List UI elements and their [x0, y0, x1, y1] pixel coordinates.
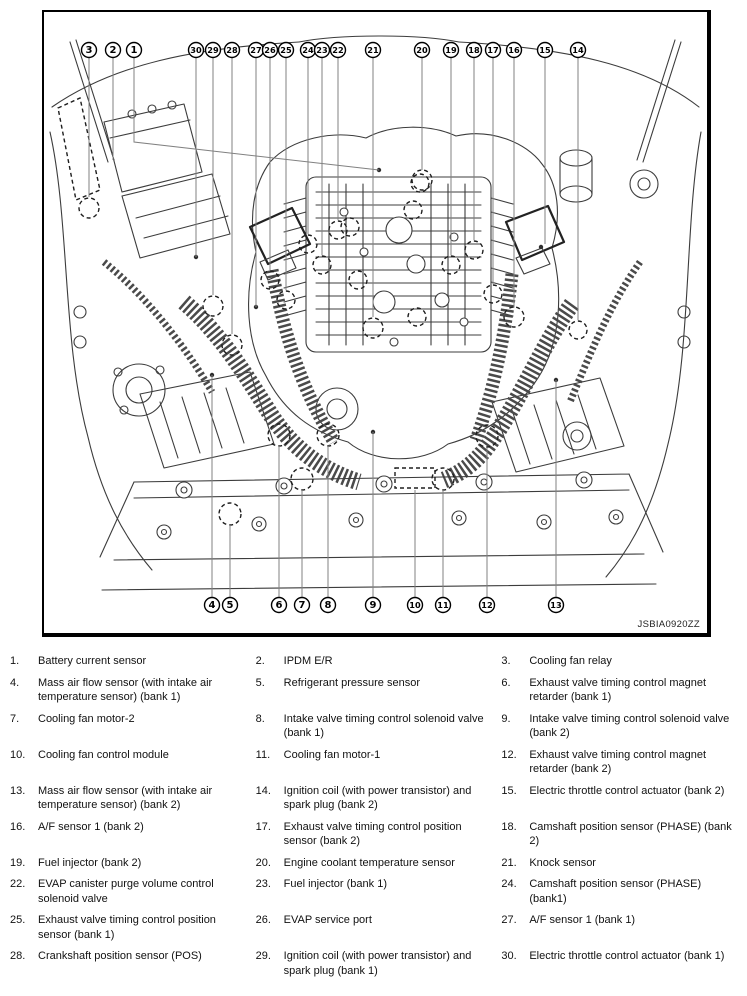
callout-27 [249, 43, 264, 58]
legend-item-number: 21. [501, 856, 517, 869]
svg-text:15: 15 [539, 45, 551, 56]
legend-item-text: Cooling fan relay [529, 655, 612, 667]
callout-5 [223, 598, 238, 613]
legend-item [10, 820, 248, 849]
legend-item [256, 748, 494, 777]
callout-26 [263, 43, 278, 58]
callout-11 [436, 598, 451, 613]
component-location-marker [569, 321, 587, 339]
svg-text:3: 3 [85, 45, 93, 57]
legend-item-text: Intake valve timing control solenoid valve (bank 2) [529, 712, 730, 740]
component-location-marker [484, 285, 502, 303]
svg-text:18: 18 [468, 45, 480, 56]
legend-item [501, 949, 739, 978]
svg-text:4: 4 [208, 600, 216, 612]
callout-13 [549, 598, 564, 613]
legend-item-text: Mass air flow sensor (with intake air temperature sensor) (bank 2) [38, 784, 213, 812]
legend-item [501, 784, 739, 813]
legend-item-text: EVAP canister purge volume control solenoid valve [38, 878, 214, 905]
legend-item-text: Cooling fan motor-1 [283, 748, 381, 761]
legend-item-text: Exhaust valve timing control position sensor (bank 1) [38, 914, 216, 941]
svg-text:17: 17 [487, 45, 499, 56]
callout-1 [127, 43, 142, 58]
callout-23 [315, 43, 330, 58]
callout-6 [272, 598, 287, 613]
legend-item-number: 5. [255, 676, 265, 689]
legend-item-text: Intake valve timing control solenoid valve (bank 1) [283, 712, 484, 740]
svg-text:23: 23 [316, 45, 328, 56]
svg-text:19: 19 [445, 45, 457, 56]
callout-3 [82, 43, 97, 58]
legend-item-number: 30. [501, 950, 517, 963]
legend-item [501, 676, 739, 705]
legend-item [501, 820, 739, 849]
svg-text:10: 10 [409, 600, 421, 611]
legend-item [501, 654, 739, 669]
legend-item [256, 820, 494, 849]
legend-item [501, 748, 739, 777]
callout-9 [366, 598, 381, 613]
legend-item-number: 14. [255, 784, 271, 797]
svg-text:11: 11 [437, 600, 449, 611]
legend-item-number: 12. [501, 748, 517, 761]
legend-item [10, 748, 248, 777]
svg-text:9: 9 [369, 600, 377, 612]
legend-item-number: 20. [255, 856, 271, 869]
legend-item [256, 654, 494, 669]
legend-item-text: Mass air flow sensor (with intake air temperature sensor) (bank 1) [38, 676, 213, 704]
legend-item-text: Fuel injector (bank 1) [283, 878, 387, 891]
component-location-marker [341, 218, 359, 236]
component-location-marker [329, 221, 347, 239]
legend-item [256, 949, 494, 978]
callout-17 [486, 43, 501, 58]
legend-item [10, 654, 248, 669]
svg-text:21: 21 [367, 45, 379, 56]
callout-15 [538, 43, 553, 58]
callout-19 [444, 43, 459, 58]
engine-artwork [50, 36, 701, 590]
legend-item [256, 712, 494, 741]
svg-text:5: 5 [226, 600, 234, 612]
legend-item-text: Electric throttle control actuator (bank 2) [529, 784, 725, 797]
legend-item-number: 2. [255, 655, 265, 667]
svg-text:8: 8 [324, 600, 332, 612]
legend-item [501, 877, 739, 906]
legend-item-text: A/F sensor 1 (bank 2) [38, 820, 144, 833]
legend-item [501, 856, 739, 871]
legend-item-text: Battery current sensor [38, 655, 147, 667]
legend-item [501, 712, 739, 741]
legend-item-text: A/F sensor 1 (bank 1) [529, 914, 636, 927]
leader-end-dot [539, 245, 543, 249]
component-location-marker [58, 98, 100, 200]
callout-8 [321, 598, 336, 613]
svg-text:7: 7 [298, 600, 306, 612]
legend-item-text: Ignition coil (with power transistor) and spark plug (bank 2) [283, 784, 472, 812]
legend-item-number: 4. [10, 676, 20, 689]
svg-text:26: 26 [264, 45, 276, 56]
legend-item-text: Fuel injector (bank 2) [38, 856, 142, 869]
svg-text:22: 22 [332, 45, 344, 56]
svg-text:6: 6 [275, 600, 283, 612]
legend-item [10, 856, 248, 871]
svg-text:2: 2 [109, 45, 117, 57]
callout-12 [480, 598, 495, 613]
component-location-marker [79, 198, 99, 218]
component-location-marker [408, 308, 426, 326]
legend-item-number: 8. [255, 712, 265, 725]
svg-text:28: 28 [226, 45, 238, 56]
legend-item [256, 676, 494, 705]
callout-24 [301, 43, 316, 58]
legend-item-number: 19. [10, 856, 26, 869]
callout-28 [225, 43, 240, 58]
legend-item [256, 913, 494, 942]
legend-item [10, 877, 248, 906]
svg-text:25: 25 [280, 45, 292, 56]
component-location-marker [203, 296, 223, 316]
svg-text:13: 13 [550, 600, 562, 611]
legend-item-text: Crankshaft position sensor (POS) [38, 950, 202, 963]
component-location-marker [219, 503, 241, 525]
callout-2 [106, 43, 121, 58]
legend-item-number: 22. [10, 878, 26, 891]
svg-text:29: 29 [207, 45, 219, 56]
legend-item-text: Cooling fan motor-2 [38, 712, 135, 725]
component-location-marker [313, 256, 331, 274]
legend-item-number: 29. [255, 950, 271, 963]
legend-item-number: 24. [501, 878, 517, 891]
legend-item-text: Exhaust valve timing control position sensor (bank 2) [283, 820, 462, 848]
component-location-marker [442, 256, 460, 274]
legend-item-number: 10. [10, 748, 26, 761]
callout-22 [331, 43, 346, 58]
legend-item [10, 913, 248, 942]
svg-text:24: 24 [302, 45, 314, 56]
legend-item-number: 16. [10, 820, 26, 833]
legend-item-text: Refrigerant pressure sensor [283, 676, 420, 689]
legend-item-number: 17. [255, 820, 271, 833]
legend-item-text: Knock sensor [529, 856, 596, 869]
legend-item-number: 9. [501, 712, 511, 725]
callout-21 [366, 43, 381, 58]
callout-20 [415, 43, 430, 58]
callout-25 [279, 43, 294, 58]
legend-item-number: 11. [255, 748, 271, 761]
legend-item-text: Cooling fan control module [38, 748, 169, 761]
svg-text:20: 20 [416, 45, 428, 56]
component-location-marker [404, 201, 422, 219]
callout-16 [507, 43, 522, 58]
callout-7 [295, 598, 310, 613]
legend-item-number: 26. [255, 914, 271, 927]
callout-18 [467, 43, 482, 58]
callout-30 [189, 43, 204, 58]
legend-item-number: 23. [255, 878, 271, 891]
legend-item-number: 27. [501, 914, 517, 927]
legend-item-text: Camshaft position sensor (PHASE) (bank 2) [529, 820, 732, 848]
svg-text:30: 30 [190, 45, 202, 56]
legend-item-number: 15. [501, 784, 517, 797]
legend-item [256, 877, 494, 906]
engine-diagram-svg [44, 12, 707, 633]
legend-item [10, 949, 248, 978]
callout-4 [205, 598, 220, 613]
legend-item-text: Camshaft position sensor (PHASE) (bank1) [529, 878, 702, 905]
legend-item-number: 28. [10, 950, 26, 963]
legend-item-text: Exhaust valve timing control magnet retarder (bank 2) [529, 748, 707, 776]
legend-item [256, 784, 494, 813]
legend-item [10, 784, 248, 813]
component-location-marker [349, 271, 367, 289]
legend-item-number: 7. [10, 712, 20, 725]
legend-item-text: IPDM E/R [283, 655, 333, 667]
svg-text:27: 27 [250, 45, 262, 56]
figure-code: JSBIA0920ZZ [637, 619, 700, 630]
legend-item-text: Ignition coil (with power transistor) and spark plug (bank 1) [283, 950, 472, 977]
legend-item-number: 3. [501, 655, 511, 667]
legend-item [501, 913, 739, 942]
legend-item-number: 13. [10, 784, 26, 797]
svg-text:16: 16 [508, 45, 520, 56]
callout-14 [571, 43, 586, 58]
legend-item-text: Engine coolant temperature sensor [283, 856, 455, 869]
legend-item-text: EVAP service port [283, 914, 372, 927]
component-location-marker [412, 170, 432, 190]
legend-list [0, 650, 747, 978]
legend-item-number: 1. [10, 655, 20, 667]
legend-item-number: 25. [10, 914, 26, 927]
callout-29 [206, 43, 221, 58]
legend-item-number: 18. [501, 820, 517, 833]
legend-item [10, 712, 248, 741]
legend-item [10, 676, 248, 705]
svg-text:1: 1 [130, 45, 138, 57]
legend-item-number: 6. [501, 676, 511, 689]
svg-text:12: 12 [481, 600, 493, 611]
legend-item-text: Electric throttle control actuator (bank 1) [529, 950, 725, 963]
callout-10 [408, 598, 423, 613]
legend-item-text: Exhaust valve timing control magnet retarder (bank 1) [529, 676, 707, 704]
legend-item [256, 856, 494, 871]
svg-text:14: 14 [572, 45, 584, 56]
engine-diagram [42, 10, 711, 637]
